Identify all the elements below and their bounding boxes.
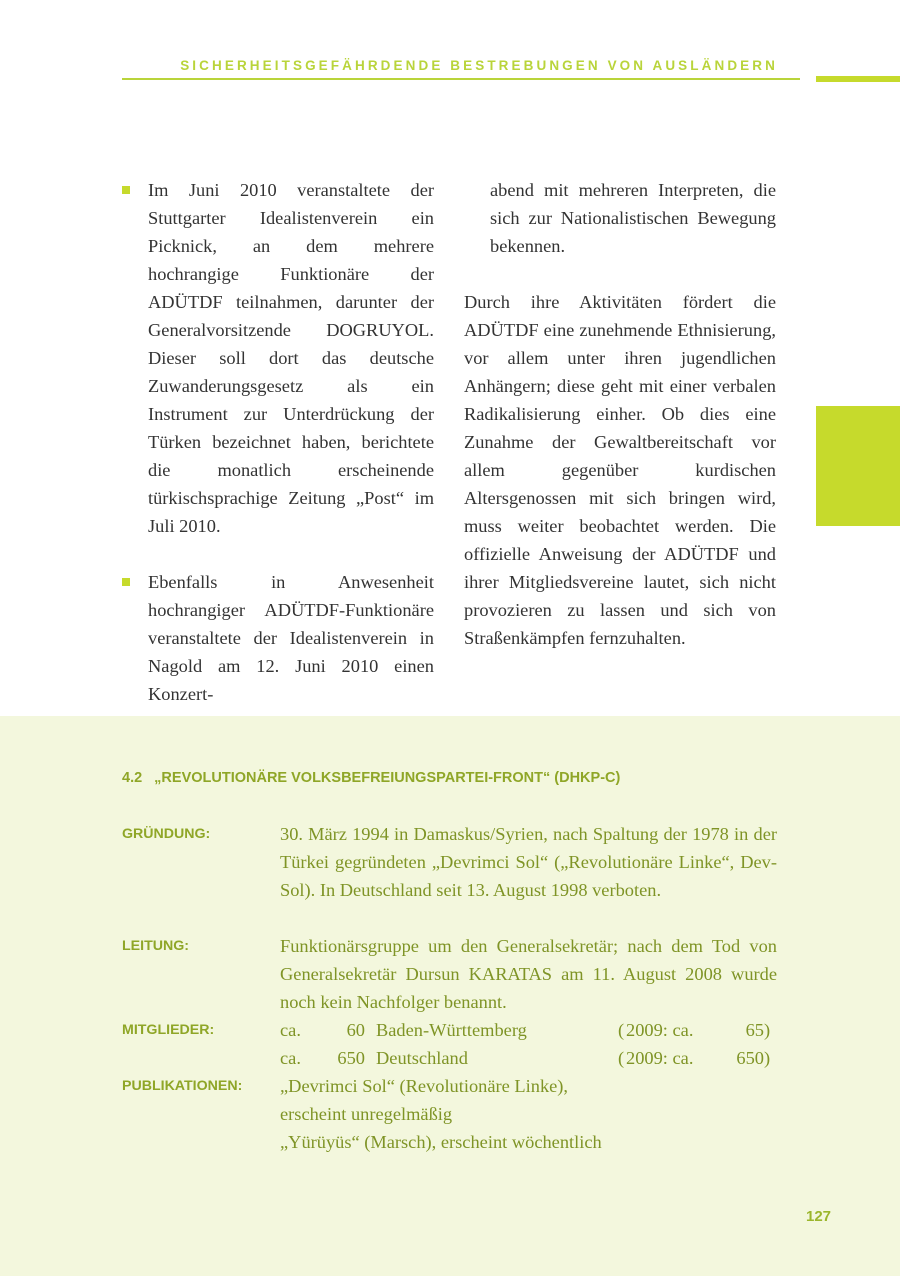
square-bullet-icon xyxy=(122,578,130,586)
publication-line: „Devrimci Sol“ (Revolutionäre Linke), xyxy=(280,1076,569,1096)
header-rule xyxy=(122,78,800,80)
prev-close-paren: ) xyxy=(764,1048,771,1068)
publication-line: „Yürüyüs“ (Marsch), erscheint wöchentlich xyxy=(280,1132,602,1152)
right-column xyxy=(464,176,776,652)
prev-member-count: 650 xyxy=(736,1048,764,1068)
gruendung-label: GRÜNDUNG: xyxy=(122,826,211,842)
section-heading xyxy=(122,770,620,786)
chapter-side-tab xyxy=(816,406,900,526)
bullet-continuation: abend mit mehreren Interpreten, die sich zur Nationalistischen Bewegung bekennen. xyxy=(490,180,776,256)
prev-year-label: 2009: ca. xyxy=(626,1048,694,1068)
bullet-text: Ebenfalls in Anwesenheit hochrangiger ADÜTDF-Funktionäre veranstaltete der Idealistenverein in Nagold am 12. Juni 2010 einen Konzert- xyxy=(148,572,434,704)
bullet-text: Im Juni 2010 veranstaltete der Stuttgarter Idealistenverein ein Picknick, an dem mehrere hochrangige Funktionäre der ADÜTDF teilnahmen, darunter der Generalvorsitzende DOGRUYOL. Dieser soll dort das deutsche Zuwanderungsgesetz als ein Instrument zur Unterdrückung der Türken bezeichnet haben, berichtete die monatlich erscheinende türkischsprachige Zeitung „Post“ im Juli 2010. xyxy=(148,180,434,536)
ca-text: ca. xyxy=(280,1048,301,1068)
prev-member-count: 65 xyxy=(745,1020,764,1040)
running-header: SICHERHEITSGEFÄHRDENDE BESTREBUNGEN VON AUSLÄNDERN xyxy=(180,58,778,73)
mitglieder-label: MITGLIEDER: xyxy=(122,1022,215,1038)
list-item xyxy=(148,176,434,540)
prev-year-label: 2009: ca. xyxy=(626,1020,694,1040)
left-column xyxy=(148,176,434,708)
list-item xyxy=(148,568,434,708)
member-count: 650 xyxy=(337,1048,365,1068)
member-region: Deutschland xyxy=(376,1048,468,1068)
page-number: 127 xyxy=(806,1208,832,1225)
header-accent-tab xyxy=(816,76,900,82)
body-paragraph: Durch ihre Aktivitäten fördert die ADÜTDF eine zunehmende Ethnisierung, vor allem unter ihren jugendlichen Anhängern; diese geht mit einer verbalen Radikalisierung einher. Ob dies eine Zunahme der Gewaltbereitschaft vor allem gegenüber kurdischen Altersgenossen mit sich bringen wird, muss weiter beobachtet werden. Die offizielle Anweisung der ADÜTDF und ihrer Mitgliedsvereine lautet, sich nicht provozieren zu lassen und sich von Straßenkämpfen fernzuhalten. xyxy=(464,292,776,648)
member-count: 60 xyxy=(346,1020,365,1040)
member-region: Baden-Württemberg xyxy=(376,1020,527,1040)
leitung-value: Funktionärsgruppe um den Generalsekretär; nach dem Tod von Generalsekretär Dursun KARATAS am 11. August 2008 wurde noch kein Nachfolger benannt. xyxy=(280,936,777,1012)
leitung-label: LEITUNG: xyxy=(122,938,189,954)
square-bullet-icon xyxy=(122,186,130,194)
gruendung-value: 30. März 1994 in Damaskus/Syrien, nach Spaltung der 1978 in der Türkei gegründeten „Devrimci Sol“ („Revolutionäre Linke“, Dev-Sol). In Deutschland seit 13. August 1998 verboten. xyxy=(280,824,777,900)
prev-open-paren: ( xyxy=(618,1048,625,1068)
publication-line: erscheint unregelmäßig xyxy=(280,1104,453,1124)
prev-open-paren: ( xyxy=(618,1020,625,1040)
section-title: „REVOLUTIONÄRE VOLKSBEFREIUNGSPARTEI-FRONT“ (DHKP-C) xyxy=(154,770,621,786)
publikationen-label: PUBLIKATIONEN: xyxy=(122,1078,243,1094)
section-number: 4.2 xyxy=(122,770,143,786)
prev-close-paren: ) xyxy=(764,1020,771,1040)
ca-text: ca. xyxy=(280,1020,301,1040)
